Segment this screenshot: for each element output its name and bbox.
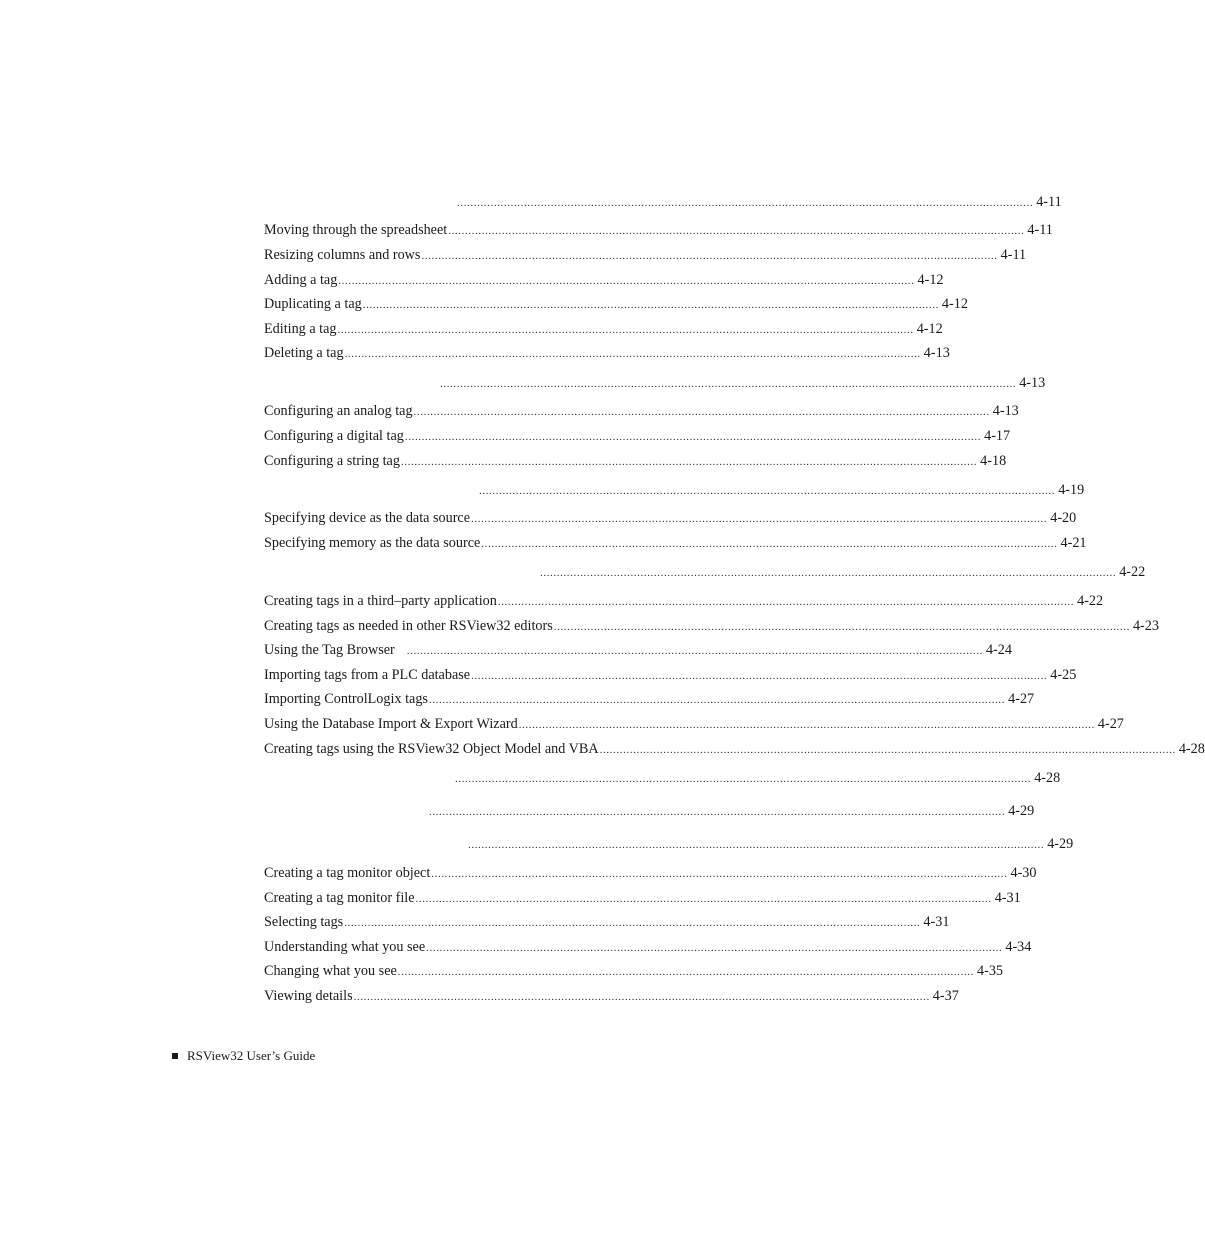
toc-entry[interactable] [264,961,1004,981]
toc-entry-title: Creating tags as needed in other RSView32 editors [264,618,553,634]
toc-entry-title: Understanding what you see [264,939,426,955]
toc-entry-page: 4-34 [1005,939,1032,955]
toc-entry-title: Specifying memory as the data source [264,535,481,551]
toc-entry-page: 4-27 [1097,716,1124,732]
toc-entry[interactable] [264,426,1011,446]
toc-entry-page: 4-19 [1058,482,1085,498]
toc-entry-title: Configuring a string tag [264,453,400,469]
toc-dot-leader: ............................................................................................................................................................................ [415,893,992,905]
toc-dot-leader: ............................................................................................................................................................................ [479,485,1056,497]
toc-dot-leader: ............................................................................................................................................................................ [455,773,1032,785]
toc-entry-page: 4-12 [941,296,968,312]
toc-entry-page: 4-28 [1178,741,1205,757]
toc-entry[interactable] [456,192,1062,212]
toc-dot-leader: ............................................................................................................................................................................ [362,299,939,311]
toc-entry-title: Adding a tag [264,272,338,288]
toc-entry-page: 4-13 [992,403,1019,419]
toc-entry-page: 4-37 [932,988,959,1004]
toc-entry-page: 4-21 [1060,535,1087,551]
toc-entry-page: 4-35 [977,963,1004,979]
toc-entry-page: 4-11 [1000,247,1027,263]
toc-entry-page: 4-29 [1008,803,1035,819]
toc-entry[interactable] [264,863,1037,883]
toc-entry[interactable] [264,739,1205,759]
toc-entry[interactable] [264,319,943,339]
toc-entry[interactable] [467,834,1074,854]
toc-dot-leader: ............................................................................................................................................................................ [540,567,1117,579]
toc-entry[interactable] [264,401,1019,421]
toc-entry-title: Moving through the spreadsheet [264,222,448,238]
toc-entry-title: Changing what you see [264,963,397,979]
toc-entry[interactable] [264,640,1012,660]
toc-entry-page: 4-12 [917,272,944,288]
toc-entry-title: Deleting a tag [264,345,344,361]
toc-entry-page: 4-13 [923,345,950,361]
toc-entry[interactable] [264,270,944,290]
toc-entry[interactable] [428,801,1035,821]
toc-entry-page: 4-29 [1047,836,1074,852]
toc-entry-title: Importing tags from a PLC database [264,667,471,683]
toc-entry-title: Creating a tag monitor object [264,865,431,881]
toc-entry-page: 4-11 [1027,222,1053,238]
toc-entry[interactable] [264,343,950,363]
toc-dot-leader: ............................................................................................................................................................................ [344,917,921,929]
toc-entry[interactable] [264,912,950,932]
toc-entry-page: 4-13 [1019,375,1046,391]
toc-entry-page: 4-17 [984,428,1011,444]
toc-dot-leader: ............................................................................................................................................................................ [431,868,1008,880]
toc-dot-leader: ............................................................................................................................................................................ [518,719,1095,731]
toc-dot-leader: ............................................................................................................................................................................ [406,645,983,657]
toc-dot-leader: ............................................................................................................................................................................ [429,806,1006,818]
toc-dot-leader: ............................................................................................................................................................................ [599,744,1176,756]
toc-dot-leader: ............................................................................................................................................................................ [468,839,1045,851]
toc-entry-page: 4-24 [985,642,1012,658]
toc-dot-leader: ............................................................................................................................................................................ [457,197,1034,209]
toc-entry-title: Using the Database Import & Export Wizard [264,716,518,732]
toc-dot-leader: ............................................................................................................................................................................ [471,670,1048,682]
toc-entry-page: 4-31 [923,914,950,930]
page-footer [172,1048,315,1064]
toc-entry-page: 4-23 [1132,618,1159,634]
toc-entry-title: Duplicating a tag [264,296,362,312]
toc-entry[interactable] [264,888,1021,908]
toc-entry[interactable] [264,665,1077,685]
toc-entry-page: 4-28 [1034,770,1061,786]
toc-dot-leader: ............................................................................................................................................................................ [481,538,1058,550]
toc-entry[interactable] [454,768,1061,788]
toc-dot-leader: ............................................................................................................................................................................ [344,348,921,360]
toc-entry[interactable] [478,480,1085,500]
toc-entry[interactable] [264,220,1053,240]
toc-entry-title: Selecting tags [264,914,344,930]
toc-entry-title: Resizing columns and rows [264,247,421,263]
toc-entry-title: Creating tags in a third–party application [264,593,497,609]
toc-entry[interactable] [439,373,1046,393]
toc-entry-title: Configuring a digital tag [264,428,404,444]
toc-entry-page: 4-12 [916,321,943,337]
toc-entry[interactable] [264,508,1077,528]
toc-entry-page: 4-22 [1077,593,1104,609]
toc-entry[interactable] [264,616,1159,636]
toc-dot-leader: ............................................................................................................................................................................ [337,324,914,336]
toc-dot-leader: ............................................................................................................................................................................ [413,406,990,418]
toc-entry[interactable] [264,689,1035,709]
toc-entry-page: 4-30 [1010,865,1037,881]
toc-dot-leader: ............................................................................................................................................................................ [440,378,1017,390]
toc-entry[interactable] [264,937,1032,957]
toc-entry-title: Importing ControlLogix tags [264,691,428,707]
toc-entry[interactable] [264,533,1087,553]
toc-dot-leader: ............................................................................................................................................................................ [497,596,1075,608]
toc-entry[interactable] [264,294,968,314]
toc-entry[interactable] [539,562,1146,582]
toc-entry-title: Creating a tag monitor file [264,890,415,906]
toc-entry-title: Specifying device as the data source [264,510,471,526]
toc-entry[interactable] [264,986,959,1006]
toc-entry-page: 4-20 [1050,510,1077,526]
toc-entry-page: 4-11 [1036,194,1062,210]
toc-dot-leader: ............................................................................................................................................................................ [397,966,974,978]
toc-dot-leader: ............................................................................................................................................................................ [553,621,1130,633]
toc-dot-leader: ............................................................................................................................................................................ [421,250,998,262]
toc-dot-leader: ............................................................................................................................................................................ [448,225,1025,237]
toc-entry-page: 4-31 [994,890,1021,906]
toc-entry[interactable] [264,591,1104,611]
toc-dot-leader: ............................................................................................................................................................................ [400,456,978,468]
toc-dot-leader: ............................................................................................................................................................................ [426,942,1003,954]
toc-entry-title: Viewing details [264,988,353,1004]
toc-entry-page: 4-22 [1119,564,1146,580]
toc-entry-page: 4-27 [1008,691,1035,707]
square-bullet-icon [172,1053,178,1059]
toc-entry[interactable] [264,451,1007,471]
footer-text: RSView32 User’s Guide [187,1048,316,1063]
toc-entry-page: 4-25 [1050,667,1077,683]
toc-entry-title: Editing a tag [264,321,337,337]
toc-entry[interactable] [264,714,1124,734]
toc-entry-title: Using the Tag Browser [264,642,395,658]
toc-dot-leader: ............................................................................................................................................................................ [338,275,915,287]
toc-dot-leader: ............................................................................................................................................................................ [471,513,1048,525]
toc-dot-leader: ............................................................................................................................................................................ [428,694,1006,706]
toc-dot-leader: ............................................................................................................................................................................ [353,991,930,1003]
toc-entry-page: 4-18 [980,453,1007,469]
toc-entry[interactable] [264,245,1027,265]
toc-entry-title: Creating tags using the RSView32 Object Model and VBA [264,741,599,757]
toc-dot-leader: ............................................................................................................................................................................ [404,431,982,443]
toc-entry-title: Configuring an analog tag [264,403,413,419]
